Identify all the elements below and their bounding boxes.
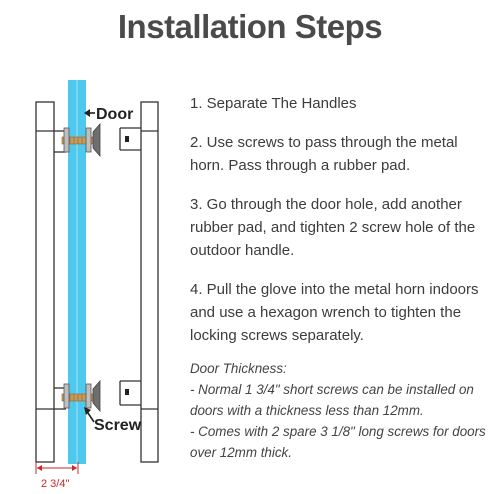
left-handle [36,102,54,462]
step-4: 4. Pull the glove into the metal horn indoors and use a hexagon wrench to tighten the locking screws separately. [190,281,479,344]
door-thickness-note [190,358,495,463]
step-2: 2. Use screws to pass through the metal horn. Pass through a rubber pad. [190,134,458,174]
note-heading: Door Thickness: [190,361,287,376]
screw-label: Screw [94,417,142,434]
door-label: Door [96,106,134,123]
steps-list [190,92,495,363]
step-3: 3. Go through the door hole, add another rubber pad, and tighten 2 screw hole of the outdoor handle. [190,196,476,259]
screw-hole-bottom [125,389,129,395]
screw-callout [84,407,142,434]
note-line-2: - Comes with 2 spare 3 1/8" long screws for doors over 12mm thick. [190,424,486,460]
width-dimension [36,462,78,490]
screw-hole-top [125,136,129,142]
door-callout [84,106,133,123]
note-line-1: - Normal 1 3/4" short screws can be installed on doors with a thickness less than 12mm. [190,382,474,418]
right-handle [120,102,158,462]
width-label: 2 3/4" [41,478,70,490]
step-1: 1. Separate The Handles [190,95,357,112]
page-title: Installation Steps [117,8,383,45]
